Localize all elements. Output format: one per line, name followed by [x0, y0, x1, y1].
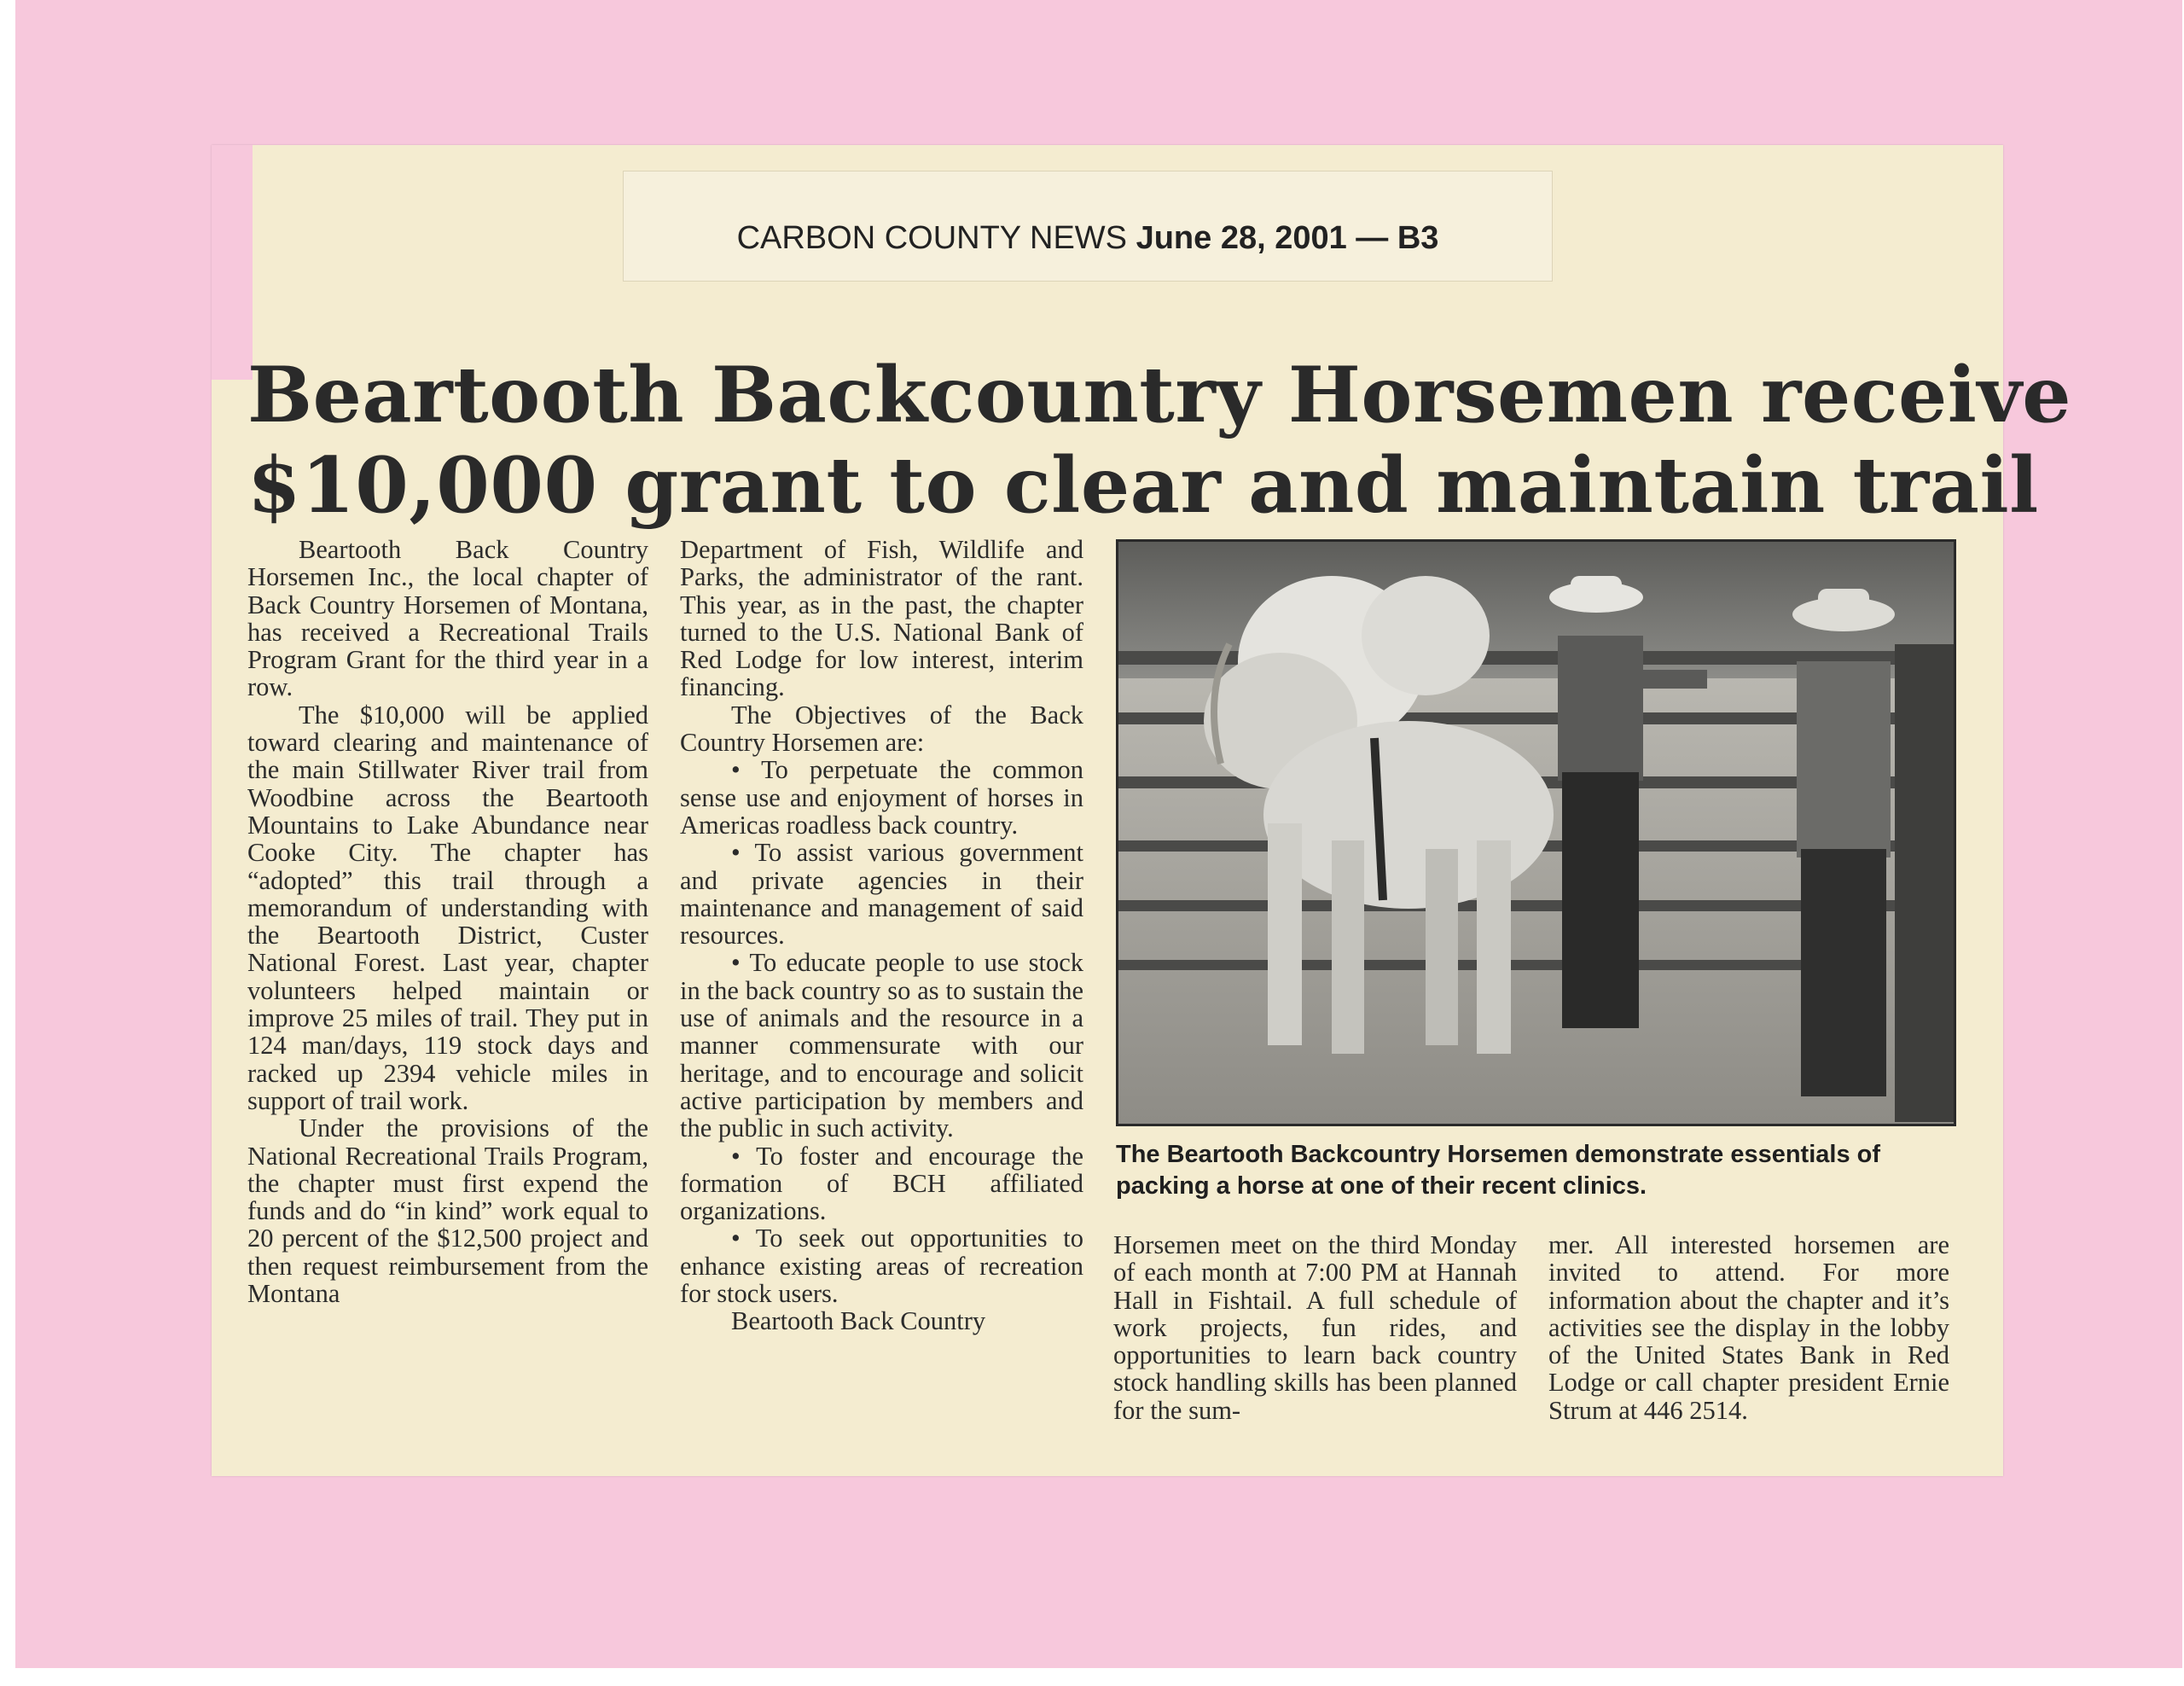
- issue-date-page: June 28, 2001 — B3: [1136, 220, 1439, 256]
- paragraph: Under the provisions of the National Recreational Trails Program, the chapter must first expend the funds and do “in kind” work equal to 20 percent of the $12,500 project and then request reimbursement from the Montana: [247, 1113, 648, 1309]
- paragraph: Beartooth Back Country Horsemen Inc., the local chapter of Back Country Horsemen of Montana, has received a Recreational Trails Program Grant for the third year in a row.: [247, 536, 648, 702]
- photo-caption: The Beartooth Backcountry Horsemen demonstrate essentials of packing a horse at one of their recent clinics.: [1116, 1141, 1881, 1200]
- article-headline: [247, 350, 2072, 531]
- paragraph: Beartooth Back Country: [731, 1306, 986, 1336]
- article-column-3: [1113, 1231, 1517, 1453]
- article-column-2: [680, 536, 1083, 1445]
- paragraph: mer. All interested horsemen are invited to attend. For more information about the chapter and it’s activities see the display in the lobby of the United States Bank in Red Lodge or call chapter president Ernie Strum at 446 2514.: [1548, 1231, 1949, 1425]
- objectives-intro: The Objectives of the Back Country Horsemen are:: [680, 700, 1083, 758]
- headline-line-1: Beartooth Backcountry Horsemen receive: [247, 350, 2072, 440]
- objective-item: • To perpetuate the common sense use and enjoyment of horses in Americas roadless back country.: [680, 755, 1083, 840]
- objective-item: • To seek out opportunities to enhance existing areas of recreation for stock users.: [680, 1224, 1083, 1309]
- article-column-4: [1548, 1231, 1949, 1453]
- objective-item: • To educate people to use stock in the back country so as to sustain the use of animals and the resource in a manner commensurate with our heritage, and to encourage and solicit active participation by members and the public in such activity.: [680, 948, 1083, 1143]
- newspaper-name: CARBON COUNTY NEWS: [736, 220, 1128, 256]
- objective-item: • To assist various government and private agencies in their maintenance and management of said resources.: [680, 838, 1083, 951]
- masthead: [623, 220, 1553, 257]
- objective-item: • To foster and encourage the formation of BCH affiliated organizations.: [680, 1141, 1083, 1226]
- clipping-notch: [212, 145, 253, 380]
- paragraph: Horsemen meet on the third Monday of each month at 7:00 PM at Hannah Hall in Fishtail. A full schedule of work projects, fun rides, and opportunities to learn back country stock handling skills has been planned for the sum-: [1113, 1231, 1517, 1425]
- article-column-1: [247, 536, 648, 1445]
- horse-packing-photo-icon: [1116, 539, 1956, 1126]
- paragraph: The $10,000 will be applied toward clearing and maintenance of the main Stillwater River trail from Woodbine across the Beartooth Mountains to Lake Abundance near Cooke City. The chapter has “adopted” this trail through a memorandum of understanding with the Beartooth District, Custer National Forest. Last year, chapter volunteers helped maintain or improve 25 miles of trail. They put in 124 man/days, 119 stock days and racked up 2394 vehicle miles in support of trail work.: [247, 700, 648, 1115]
- headline-line-2: $10,000 grant to clear and maintain trail: [247, 440, 2039, 531]
- paragraph: Department of Fish, Wildlife and Parks, the administrator of the rant. This year, as in the past, the chapter turned to the U.S. National Bank of Red Lodge for low interest, interim financing.: [680, 536, 1083, 702]
